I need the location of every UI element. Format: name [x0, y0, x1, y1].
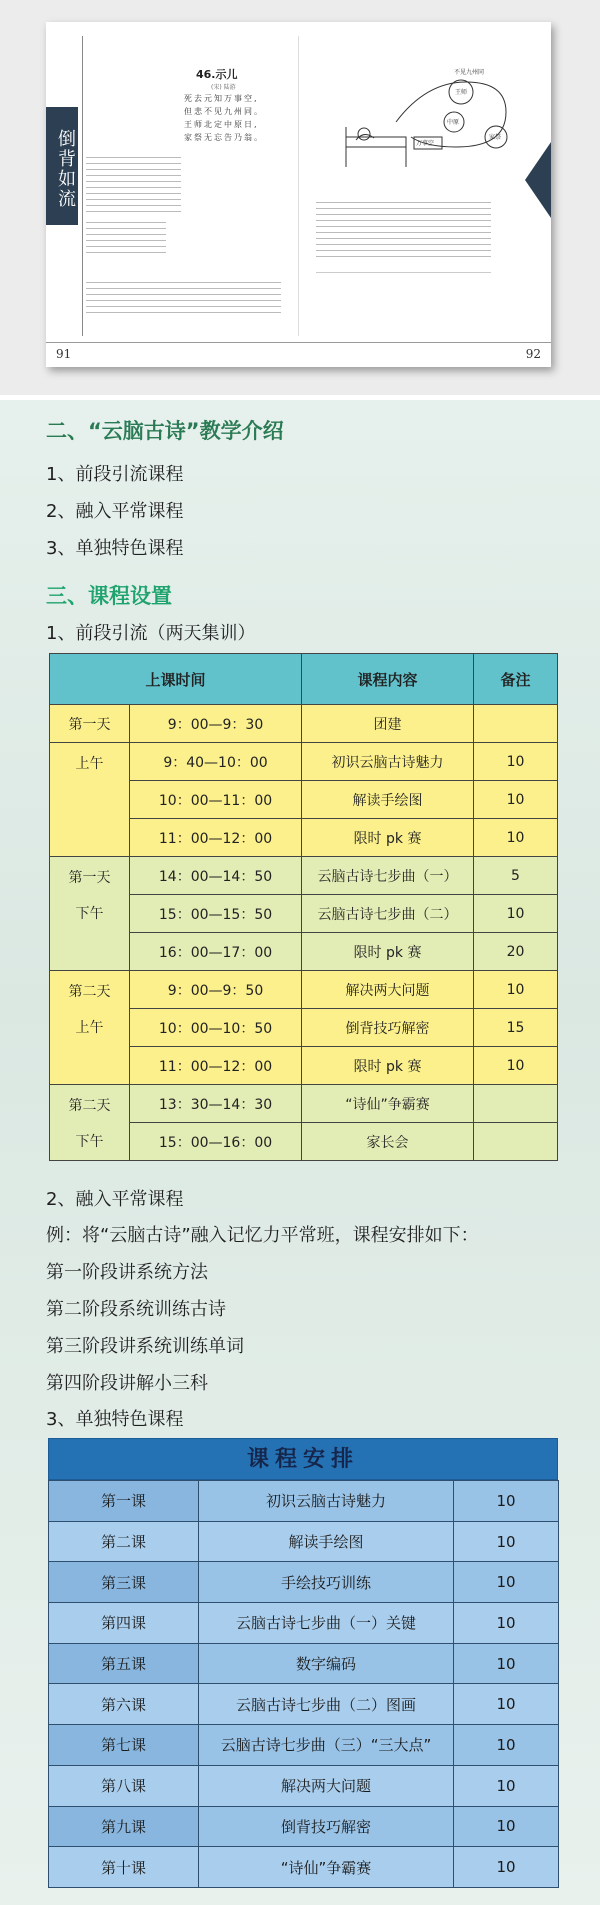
section-heading-intro: 二、“云脑古诗”教学介绍	[46, 419, 284, 443]
cell-content: 倒背技巧解密	[302, 1009, 474, 1047]
course-cell-content: 云脑古诗七步曲（三）“三大点”	[199, 1725, 454, 1766]
poem-author: (宋) 陆游	[211, 84, 236, 91]
course-cell-content: “诗仙”争霸赛	[199, 1847, 454, 1888]
cell-time: 11：00—12：00	[130, 819, 302, 857]
footer-line	[46, 342, 551, 343]
course-cell-content: 解读手绘图	[199, 1521, 454, 1562]
cell-note	[474, 705, 558, 743]
course-table-grid	[48, 1480, 559, 1888]
chapter-tab: 倒背如流	[46, 107, 78, 225]
session-label-line: 第一天	[68, 870, 111, 886]
course-cell-lesson: 第五课	[49, 1643, 199, 1684]
course-cell-content: 解决两大问题	[199, 1765, 454, 1806]
course-cell-value: 10	[454, 1603, 559, 1644]
cell-note	[474, 1085, 558, 1123]
poem-line: 家祭无忘告乃翁。	[184, 133, 264, 142]
cell-content: 云脑古诗七步曲（二）	[302, 895, 474, 933]
course-row	[49, 1765, 559, 1806]
intro-item: 1、前段引流课程	[46, 464, 184, 485]
header-content: 课程内容	[302, 654, 474, 705]
course-row	[49, 1521, 559, 1562]
cell-time: 9：00—9：50	[130, 971, 302, 1009]
page-number-left: 91	[56, 347, 72, 361]
gutter-line	[298, 36, 299, 336]
session-label	[50, 971, 130, 1085]
course-cell-lesson: 第十课	[49, 1847, 199, 1888]
cell-note: 10	[474, 781, 558, 819]
cell-note: 10	[474, 819, 558, 857]
cell-content: 限时 pk 赛	[302, 933, 474, 971]
session-label-line: 第二天	[68, 984, 111, 1000]
course-cell-lesson: 第八课	[49, 1765, 199, 1806]
course-row	[49, 1806, 559, 1847]
annotation-text-block	[86, 217, 166, 257]
course-table	[48, 1438, 558, 1888]
cell-time: 13：30—14：30	[130, 1085, 302, 1123]
book-spread-image	[0, 0, 600, 395]
stage-item: 第二阶段系统训练古诗	[46, 1299, 226, 1320]
hand-drawn-illustration	[336, 52, 526, 182]
session-label-line: 第一天	[68, 716, 111, 733]
course-cell-content: 云脑古诗七步曲（二）图画	[199, 1684, 454, 1725]
course-cell-content: 倒背技巧解密	[199, 1806, 454, 1847]
course-table-body	[49, 1481, 559, 1888]
cell-note: 10	[474, 895, 558, 933]
session-label-line: 下午	[75, 906, 104, 922]
illustration-label: 中原	[447, 119, 460, 126]
course-cell-value: 10	[454, 1521, 559, 1562]
header-note: 备注	[474, 654, 558, 705]
cell-time: 14：00—14：50	[130, 857, 302, 895]
cell-time: 10：00—11：00	[130, 781, 302, 819]
course-cell-value: 10	[454, 1562, 559, 1603]
course-row	[49, 1603, 559, 1644]
cell-note: 5	[474, 857, 558, 895]
course-row	[49, 1562, 559, 1603]
cell-content: 家长会	[302, 1123, 474, 1161]
section2-example: 例：将“云脑古诗”融入记忆力平常班，课程安排如下：	[46, 1225, 479, 1246]
cell-time: 9：00—9：30	[130, 705, 302, 743]
session-label-line: 上午	[75, 756, 104, 772]
course-cell-value: 10	[454, 1806, 559, 1847]
course-cell-lesson: 第七课	[49, 1725, 199, 1766]
schedule-body	[50, 705, 558, 1161]
schedule-row	[50, 857, 558, 895]
poem-lines	[184, 92, 264, 144]
cell-time: 11：00—12：00	[130, 1047, 302, 1085]
poem-line: 但悲不见九州同。	[184, 107, 264, 116]
course-row	[49, 1481, 559, 1522]
illustration-label: 家祭	[489, 134, 502, 141]
chapter-tab-arrow	[525, 142, 551, 218]
schedule-row	[50, 1085, 558, 1123]
cell-content: 初识云脑古诗魅力	[302, 743, 474, 781]
poem-title: 46.示儿	[196, 68, 238, 81]
cell-content: 限时 pk 赛	[302, 819, 474, 857]
course-cell-content: 手绘技巧训练	[199, 1562, 454, 1603]
session-label	[50, 1085, 130, 1161]
commentary-text-block	[316, 197, 491, 257]
course-cell-value: 10	[454, 1847, 559, 1888]
stage-item: 第一阶段讲系统方法	[46, 1262, 208, 1283]
session-label	[50, 743, 130, 857]
course-cell-content: 初识云脑古诗魅力	[199, 1481, 454, 1522]
course-cell-content: 数字编码	[199, 1643, 454, 1684]
session-label	[50, 705, 130, 743]
stage-item: 第四阶段讲解小三科	[46, 1373, 208, 1394]
page-number-right: 92	[525, 347, 541, 361]
poem-line: 王师北定中原日,	[184, 120, 259, 129]
course-table-title: 课程安排	[48, 1438, 558, 1480]
cell-content: 限时 pk 赛	[302, 1047, 474, 1085]
cell-time: 10：00—10：50	[130, 1009, 302, 1047]
course-cell-lesson: 第六课	[49, 1684, 199, 1725]
cell-note: 10	[474, 743, 558, 781]
course-row	[49, 1684, 559, 1725]
cell-content: 解决两大问题	[302, 971, 474, 1009]
session-label	[50, 857, 130, 971]
cell-note: 15	[474, 1009, 558, 1047]
annotation-text-block	[86, 152, 181, 212]
course-row	[49, 1643, 559, 1684]
cell-time: 15：00—16：00	[130, 1123, 302, 1161]
course-cell-content: 云脑古诗七步曲（一）关键	[199, 1603, 454, 1644]
schedule-row	[50, 705, 558, 743]
course-cell-value: 10	[454, 1684, 559, 1725]
stage-item: 第三阶段讲系统训练单词	[46, 1336, 244, 1357]
cell-content: 云脑古诗七步曲（一）	[302, 857, 474, 895]
cell-note: 10	[474, 971, 558, 1009]
course-cell-lesson: 第九课	[49, 1806, 199, 1847]
course-cell-value: 10	[454, 1481, 559, 1522]
cell-content: 解读手绘图	[302, 781, 474, 819]
course-cell-value: 10	[454, 1725, 559, 1766]
section-heading-course-setup: 三、课程设置	[46, 584, 172, 608]
schedule-table	[49, 653, 558, 1161]
schedule-row	[50, 743, 558, 781]
course-cell-value: 10	[454, 1765, 559, 1806]
cell-note: 10	[474, 1047, 558, 1085]
cell-time: 15：00—15：50	[130, 895, 302, 933]
notes-box	[316, 272, 491, 314]
course-row	[49, 1847, 559, 1888]
session-label-line: 下午	[75, 1134, 104, 1150]
cell-note	[474, 1123, 558, 1161]
course-cell-lesson: 第一课	[49, 1481, 199, 1522]
header-time: 上课时间	[50, 654, 302, 705]
illustration-label: 不见九州同	[454, 69, 485, 76]
course-cell-lesson: 第三课	[49, 1562, 199, 1603]
cell-content: “诗仙”争霸赛	[302, 1085, 474, 1123]
intro-item: 3、单独特色课程	[46, 538, 184, 559]
margin-line	[82, 36, 83, 336]
section-label-2: 2、融入平常课程	[46, 1189, 184, 1210]
section-label-1: 1、前段引流（两天集训）	[46, 623, 256, 644]
schedule-header-row	[50, 654, 558, 705]
course-cell-lesson: 第四课	[49, 1603, 199, 1644]
intro-item: 2、融入平常课程	[46, 501, 184, 522]
cell-content: 团建	[302, 705, 474, 743]
session-label-line: 上午	[75, 1020, 104, 1036]
cell-time: 16：00—17：00	[130, 933, 302, 971]
translation-text-block	[86, 277, 281, 313]
course-cell-value: 10	[454, 1643, 559, 1684]
cell-note: 20	[474, 933, 558, 971]
illustration-label: 王师	[455, 89, 468, 96]
section-label-3: 3、单独特色课程	[46, 1409, 184, 1430]
book-page	[46, 22, 551, 367]
illustration-label: 万事空	[416, 140, 435, 147]
session-label-line: 第二天	[68, 1098, 111, 1114]
schedule-row	[50, 971, 558, 1009]
poem-line: 死去元知万事空,	[184, 94, 259, 103]
course-row	[49, 1725, 559, 1766]
course-cell-lesson: 第二课	[49, 1521, 199, 1562]
cell-time: 9：40—10：00	[130, 743, 302, 781]
